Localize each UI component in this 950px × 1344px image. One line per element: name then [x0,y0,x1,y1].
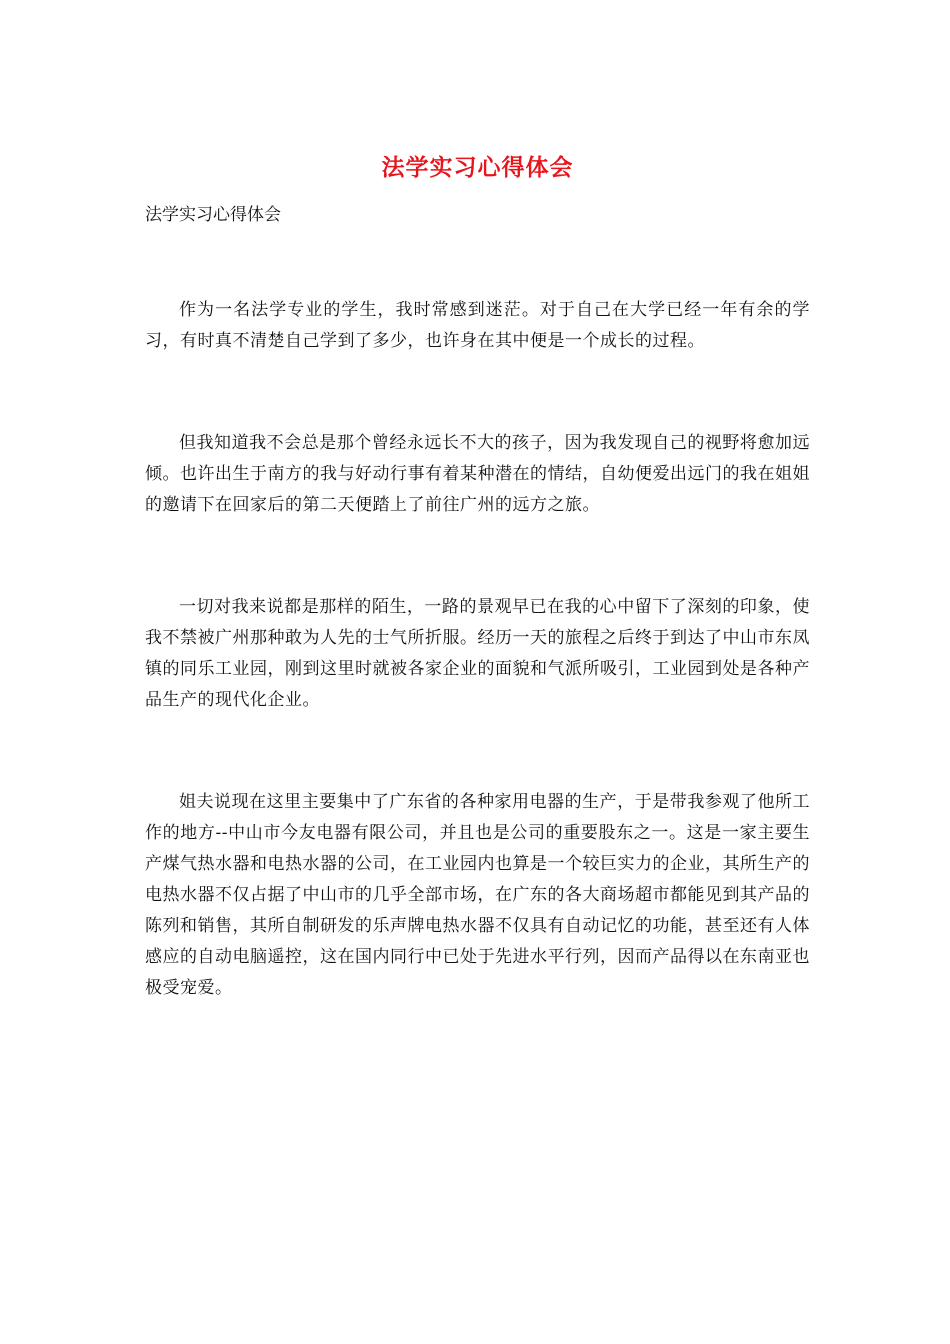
paragraph-3: 一切对我来说都是那样的陌生，一路的景观早已在我的心中留下了深刻的印象，使我不禁被广州那种敢为人先的士气所折服。经历一天的旅程之后终于到达了中山市东凤镇的同乐工业园，刚到这里时就被各家企业的面貌和气派所吸引，工业园到处是各种产品生产的现代化企业。 [145,597,810,710]
document-subtitle: 法学实习心得体会 [145,205,281,225]
document-title: 法学实习心得体会 [381,154,574,181]
paragraph-4: 姐夫说现在这里主要集中了广东省的各种家用电器的生产，于是带我参观了他所工作的地方--中山市今友电器有限公司，并且也是公司的重要股东之一。这是一家主要生产煤气热水器和电热水器的公司，在工业园内也算是一个较巨实力的企业，其所生产的电热水器不仅占据了中山市的几乎全部市场，在广东的各大商场超市都能见到其产品的陈列和销售，其所自制研发的乐声牌电热水器不仅具有自动记忆的功能，甚至还有人体感应的自动电脑遥控，这在国内同行中已处于先进水平行列，因而产品得以在东南亚也极受宠爱。 [145,792,810,998]
document-body [145,148,810,1004]
paragraph-1: 作为一名法学专业的学生，我时常感到迷茫。对于自己在大学已经一年有余的学习，有时真不清楚自己学到了多少，也许身在其中便是一个成长的过程。 [145,300,810,351]
paragraph-2: 但我知道我不会总是那个曾经永远长不大的孩子，因为我发现自己的视野将愈加远倾。也许出生于南方的我与好动行事有着某种潜在的情结，自幼便爱出远门的我在姐姐的邀请下在回家后的第二天便踏上了前往广州的远方之旅。 [145,433,810,515]
